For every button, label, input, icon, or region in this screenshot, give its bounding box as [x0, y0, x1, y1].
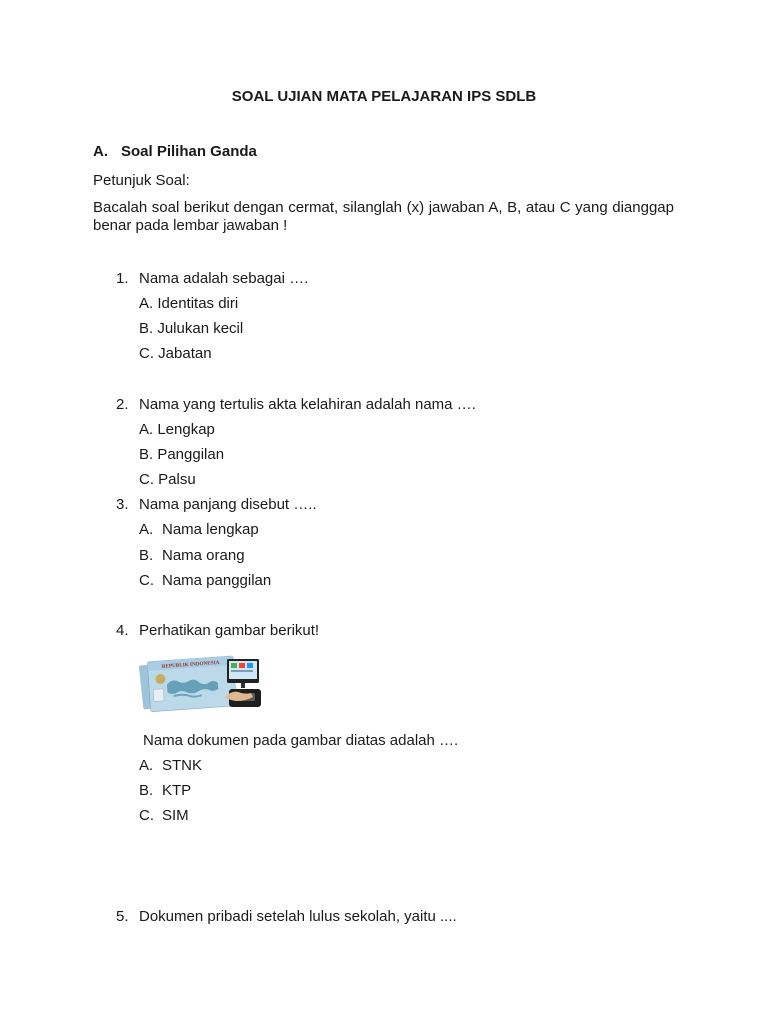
answer-option: B. Julukan kecil	[139, 320, 244, 337]
question-number: 1.	[116, 270, 129, 287]
option-text: STNK	[162, 757, 203, 774]
answer-option	[139, 757, 202, 775]
section-label: Soal Pilihan Ganda	[121, 143, 257, 160]
option-letter: B.	[139, 782, 154, 799]
question-text: Nama yang tertulis akta kelahiran adalah nama ….	[139, 396, 476, 413]
question-number: 2.	[116, 396, 129, 413]
option-letter: A.	[139, 521, 154, 538]
answer-option: C. Palsu	[139, 471, 196, 488]
question-text: Dokumen pribadi setelah lulus sekolah, yaitu ....	[139, 908, 457, 925]
question-number: 3.	[116, 496, 129, 513]
option-text: SIM	[162, 807, 189, 824]
answer-option	[139, 782, 191, 800]
question-text: Nama adalah sebagai ….	[139, 270, 309, 287]
page-title: SOAL UJIAN MATA PELAJARAN IPS SDLB	[231, 88, 537, 105]
section-number: A.	[93, 143, 108, 160]
ktp-image	[139, 653, 263, 715]
section-heading	[93, 143, 257, 161]
option-text: Nama orang	[162, 547, 245, 564]
answer-option: A. Identitas diri	[139, 295, 239, 312]
answer-option	[139, 572, 271, 590]
option-text: KTP	[162, 782, 192, 799]
option-letter: C.	[139, 807, 154, 824]
question-number: 5.	[116, 908, 129, 925]
option-letter: C.	[139, 572, 154, 589]
answer-option: A. Lengkap	[139, 421, 215, 438]
answer-option	[139, 521, 259, 539]
answer-option: C. Jabatan	[139, 345, 212, 362]
option-text: Nama lengkap	[162, 521, 259, 538]
question-text: Nama panjang disebut …..	[139, 496, 317, 513]
option-text: Nama panggilan	[162, 572, 272, 589]
option-letter: B.	[139, 547, 154, 564]
card-header-text: REPUBLIK INDONESIA	[161, 659, 220, 670]
answer-option	[139, 807, 189, 825]
question-text: Perhatikan gambar berikut!	[139, 622, 320, 639]
option-letter: A.	[139, 757, 154, 774]
instruction-label: Petunjuk Soal:	[93, 172, 190, 189]
answer-option	[139, 547, 245, 565]
question-number: 4.	[116, 622, 129, 639]
question-subtext: Nama dokumen pada gambar diatas adalah ….	[143, 732, 459, 749]
instruction-text: Bacalah soal berikut dengan cermat, silanglah (x) jawaban A, B, atau C yang dianggap benar pada lembar jawaban !	[93, 199, 674, 234]
answer-option: B. Panggilan	[139, 446, 225, 463]
